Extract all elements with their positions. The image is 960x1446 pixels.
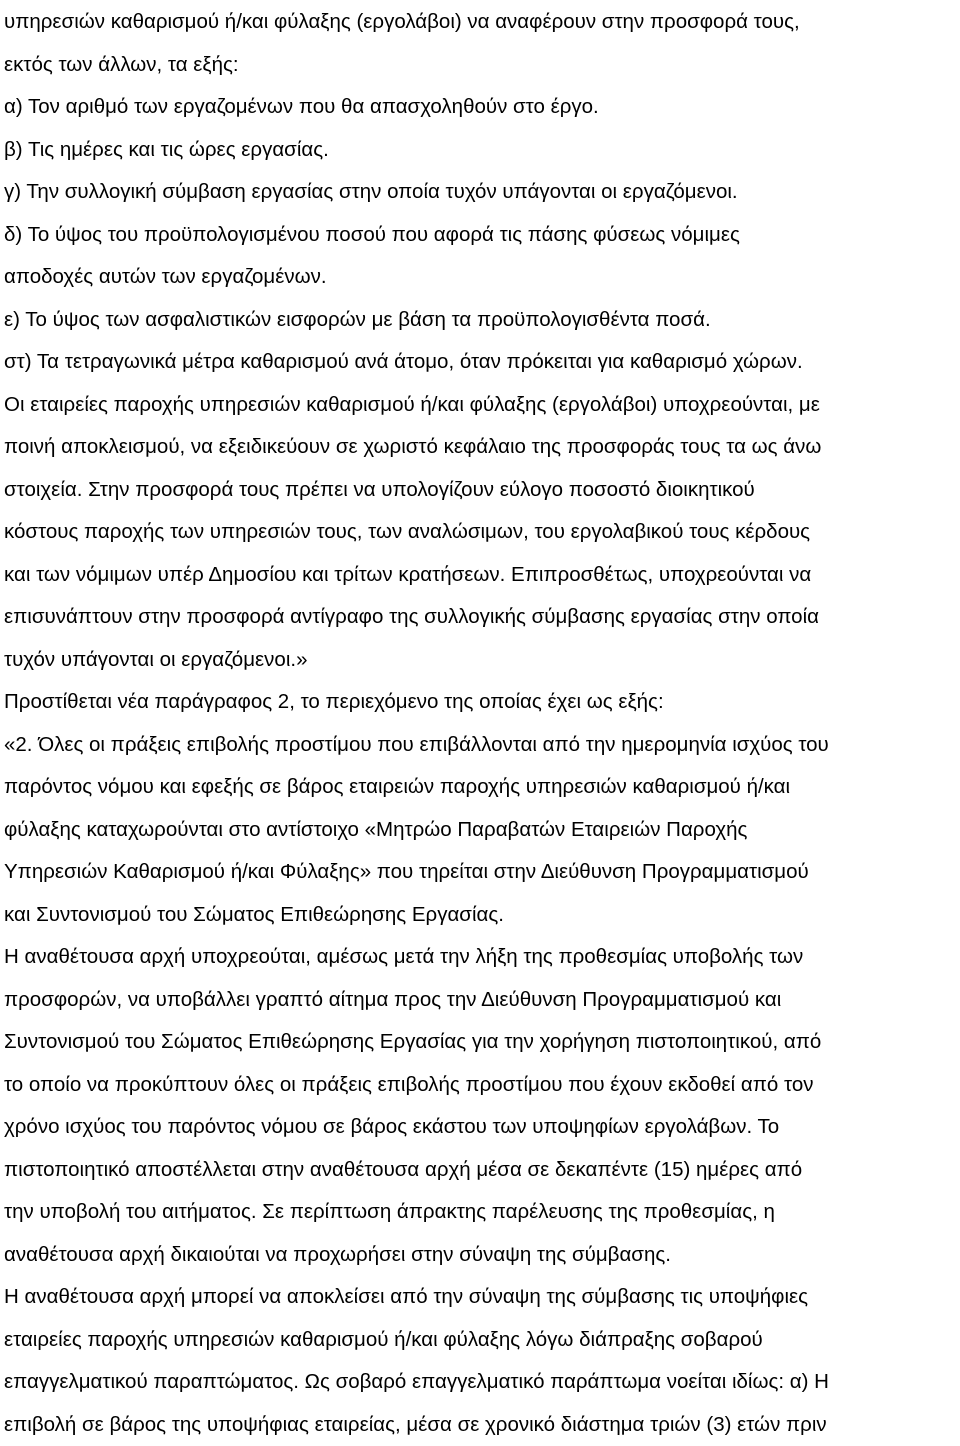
text-line: ποινή αποκλεισμού, να εξειδικεύουν σε χωριστό κεφάλαιο της προσφοράς τους τα ως άνω xyxy=(4,426,956,469)
text-line: παρόντος νόμου και εφεξής σε βάρος εταιρειών παροχής υπηρεσιών καθαρισμού ή/και xyxy=(4,766,956,809)
text-line: προσφορών, να υποβάλλει γραπτό αίτημα προς την Διεύθυνση Προγραμματισμού και xyxy=(4,979,956,1022)
text-line: επαγγελματικού παραπτώματος. Ως σοβαρό επαγγελματικό παράπτωμα νοείται ιδίως: α) Η xyxy=(4,1361,956,1404)
text-line: φύλαξης καταχωρούνται στο αντίστοιχο «Μητρώο Παραβατών Εταιρειών Παροχής xyxy=(4,809,956,852)
text-line: επισυνάπτουν στην προσφορά αντίγραφο της συλλογικής σύμβασης εργασίας στην οποία xyxy=(4,596,956,639)
text-line: εταιρείες παροχής υπηρεσιών καθαρισμού ή/και φύλαξης λόγω διάπραξης σοβαρού xyxy=(4,1319,956,1362)
text-line: και Συντονισμού του Σώματος Επιθεώρησης Εργασίας. xyxy=(4,894,956,937)
text-line: α) Τον αριθμό των εργαζομένων που θα απασχοληθούν στο έργο. xyxy=(4,86,956,129)
text-line: Υπηρεσιών Καθαρισμού ή/και Φύλαξης» που τηρείται στην Διεύθυνση Προγραμματισμού xyxy=(4,851,956,894)
text-line: στοιχεία. Στην προσφορά τους πρέπει να υπολογίζουν εύλογο ποσοστό διοικητικού xyxy=(4,469,956,512)
text-line: Προστίθεται νέα παράγραφος 2, το περιεχόμενο της οποίας έχει ως εξής: xyxy=(4,681,956,724)
text-line: ε) Το ύψος των ασφαλιστικών εισφορών με βάση τα προϋπολογισθέντα ποσά. xyxy=(4,299,956,342)
text-line: τυχόν υπάγονται οι εργαζόμενοι.» xyxy=(4,639,956,682)
text-line: γ) Την συλλογική σύμβαση εργασίας στην οποία τυχόν υπάγονται οι εργαζόμενοι. xyxy=(4,171,956,214)
text-line: αποδοχές αυτών των εργαζομένων. xyxy=(4,256,956,299)
text-line: Η αναθέτουσα αρχή μπορεί να αποκλείσει από την σύναψη της σύμβασης τις υποψήφιες xyxy=(4,1276,956,1319)
text-line: πιστοποιητικό αποστέλλεται στην αναθέτουσα αρχή μέσα σε δεκαπέντε (15) ημέρες από xyxy=(4,1149,956,1192)
text-line: την υποβολή του αιτήματος. Σε περίπτωση άπρακτης παρέλευσης της προθεσμίας, η xyxy=(4,1191,956,1234)
text-line: υπηρεσιών καθαρισμού ή/και φύλαξης (εργολάβοι) να αναφέρουν στην προσφορά τους, xyxy=(4,1,956,44)
text-line: κόστους παροχής των υπηρεσιών τους, των αναλώσιμων, του εργολαβικού τους κέρδους xyxy=(4,511,956,554)
text-line: στ) Τα τετραγωνικά μέτρα καθαρισμού ανά άτομο, όταν πρόκειται για καθαρισμό χώρων. xyxy=(4,341,956,384)
text-line: και των νόμιμων υπέρ Δημοσίου και τρίτων κρατήσεων. Επιπροσθέτως, υποχρεούνται να xyxy=(4,554,956,597)
text-line: επιβολή σε βάρος της υποψήφιας εταιρείας, μέσα σε χρονικό διάστημα τριών (3) ετών πριν xyxy=(4,1404,956,1446)
text-line: το οποίο να προκύπτουν όλες οι πράξεις επιβολής προστίμου που έχουν εκδοθεί από τον xyxy=(4,1064,956,1107)
text-line: αναθέτουσα αρχή δικαιούται να προχωρήσει στην σύναψη της σύμβασης. xyxy=(4,1234,956,1277)
text-line: β) Τις ημέρες και τις ώρες εργασίας. xyxy=(4,129,956,172)
text-line: Συντονισμού του Σώματος Επιθεώρησης Εργασίας για την χορήγηση πιστοποιητικού, από xyxy=(4,1021,956,1064)
text-line: εκτός των άλλων, τα εξής: xyxy=(4,44,956,87)
text-line: Η αναθέτουσα αρχή υποχρεούται, αμέσως μετά την λήξη της προθεσμίας υποβολής των xyxy=(4,936,956,979)
text-line: δ) Το ύψος του προϋπολογισμένου ποσού που αφορά τις πάσης φύσεως νόμιμες xyxy=(4,214,956,257)
text-line: χρόνο ισχύος του παρόντος νόμου σε βάρος εκάστου των υποψηφίων εργολάβων. Το xyxy=(4,1106,956,1149)
text-line: Οι εταιρείες παροχής υπηρεσιών καθαρισμού ή/και φύλαξης (εργολάβοι) υποχρεούνται, με xyxy=(4,384,956,427)
text-line: «2. Όλες οι πράξεις επιβολής προστίμου που επιβάλλονται από την ημερομηνία ισχύος του xyxy=(4,724,956,767)
document-body xyxy=(4,1,956,1446)
